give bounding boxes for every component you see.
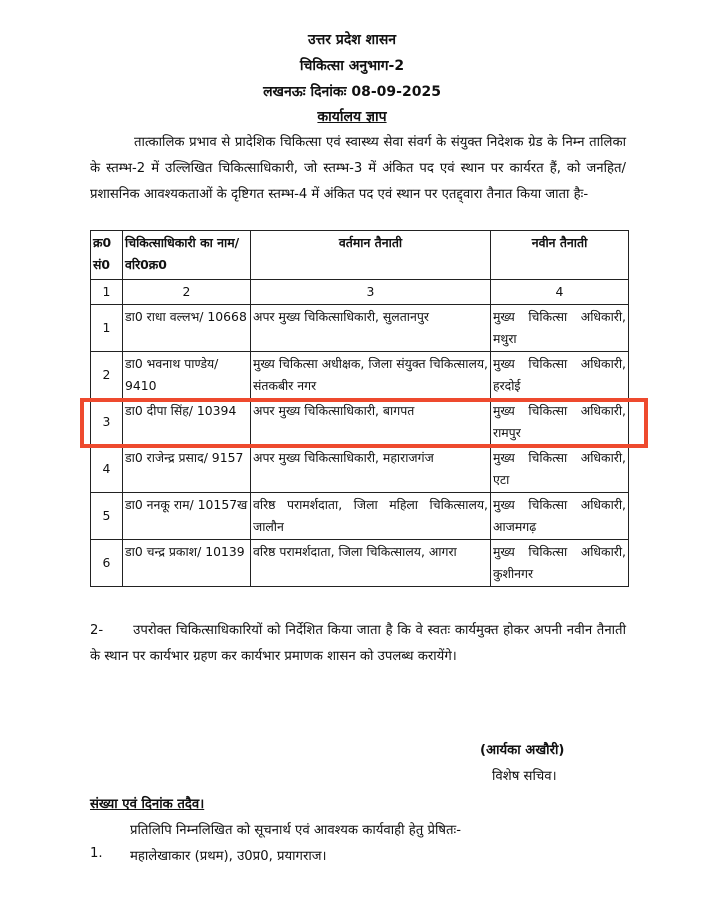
table-row — [91, 352, 629, 399]
row-current-posting: वरिष्ठ परामर्शदाता, जिला चिकित्सालय, आगरा — [251, 540, 491, 587]
row-new-posting: मुख्य चिकित्सा अधिकारी, कुशीनगर — [491, 540, 629, 587]
header-serial: क्र0 सं0 — [91, 231, 123, 280]
row-officer-name: डा0 भवनाथ पाण्डेय/ 9410 — [123, 352, 251, 399]
column-number: 4 — [491, 280, 629, 305]
reference-line: संख्या एवं दिनांक तदैव। — [90, 797, 205, 812]
row-new-posting: मुख्य चिकित्सा अधिकारी, मथुरा — [491, 305, 629, 352]
column-number: 2 — [123, 280, 251, 305]
row-serial: 6 — [91, 540, 123, 587]
paragraph-2-text: उपरोक्त चिकित्साधिकारियों को निर्देशित किया जाता है कि वे स्वतः कार्यमुक्त होकर अपनी नवीन तैनाती के स्थान पर कार्यभार ग्रहण कर कार्यभार प्रमाणक शासन को उपलब्ध करायेंगे। — [90, 623, 626, 664]
row-current-posting: अपर मुख्य चिकित्साधिकारी, सुलतानपुर — [251, 305, 491, 352]
copy-intro: प्रतिलिपि निम्नलिखित को सूचनार्थ एवं आवश्यक कार्यवाही हेतु प्रेषितः- — [130, 823, 461, 838]
place-date-line: लखनऊः दिनांकः 08-09-2025 — [263, 84, 441, 100]
intro-paragraph: तात्कालिक प्रभाव से प्रादेशिक चिकित्सा एवं स्वास्थ्य सेवा संवर्ग के संयुक्त निदेशक ग्रेड के निम्न तालिका के स्तम्भ-2 में उल्लिखित चिकित्साधिकारी, जो स्तम्भ-3 में अंकित पद एवं स्थान पर कार्यरत हैं, को जनहित/प्रशासनिक आवश्यकताओं के दृष्टिगत स्तम्भ-4 में अंकित पद एवं स्थान पर एतद्द्वारा तैनात किया जाता हैः- — [90, 135, 626, 202]
paragraph-2 — [90, 618, 626, 670]
header-new-posting: नवीन तैनाती — [491, 231, 629, 280]
row-current-posting: अपर मुख्य चिकित्साधिकारी, महाराजगंज — [251, 446, 491, 493]
row-officer-name: डा0 राजेन्द्र प्रसाद/ 9157 — [123, 446, 251, 493]
paragraph-2-number: 2- — [90, 623, 104, 638]
department-title: चिकित्सा अनुभाग-2 — [299, 58, 405, 74]
row-new-posting: मुख्य चिकित्सा अधिकारी, आजमगढ़ — [491, 493, 629, 540]
row-new-posting: मुख्य चिकित्सा अधिकारी, हरदोई — [491, 352, 629, 399]
row-serial: 4 — [91, 446, 123, 493]
row-current-posting: अपर मुख्य चिकित्साधिकारी, बागपत — [251, 399, 491, 446]
row-new-posting: मुख्य चिकित्सा अधिकारी, रामपुर — [491, 399, 629, 446]
table-row — [91, 493, 629, 540]
table-header-row — [91, 231, 629, 280]
row-officer-name: डा0 ननकू राम/ 10157ख — [123, 493, 251, 540]
table-row — [91, 446, 629, 493]
row-current-posting: मुख्य चिकित्सा अधीक्षक, जिला संयुक्त चिकित्सालय, संतकबीर नगर — [251, 352, 491, 399]
header-name: चिकित्साधिकारी का नाम/ वरि0क्र0 — [123, 231, 251, 280]
row-new-posting: मुख्य चिकित्सा अधिकारी, एटा — [491, 446, 629, 493]
column-number: 3 — [251, 280, 491, 305]
memo-title: कार्यालय ज्ञाप — [317, 109, 387, 125]
row-officer-name: डा0 राधा वल्लभ/ 10668 — [123, 305, 251, 352]
signatory-designation: विशेष सचिव। — [492, 769, 557, 784]
table-column-number-row — [91, 280, 629, 305]
signatory-name: (आर्यका अखौरी) — [480, 743, 565, 758]
government-title: उत्तर प्रदेश शासन — [307, 32, 397, 48]
column-number: 1 — [91, 280, 123, 305]
row-officer-name: डा0 दीपा सिंह/ 10394 — [123, 399, 251, 446]
row-current-posting: वरिष्ठ परामर्शदाता, जिला महिला चिकित्सालय, जालौन — [251, 493, 491, 540]
row-serial: 1 — [91, 305, 123, 352]
row-serial: 3 — [91, 399, 123, 446]
table-row — [91, 305, 629, 352]
row-serial: 2 — [91, 352, 123, 399]
highlight-box — [80, 398, 648, 448]
header-current-posting: वर्तमान तैनाती — [251, 231, 491, 280]
table-row — [91, 540, 629, 587]
copy-item-number: 1. — [90, 846, 103, 861]
copy-item-text: महालेखाकार (प्रथम), उ0प्र0, प्रयागराज। — [130, 849, 327, 864]
row-serial: 5 — [91, 493, 123, 540]
row-officer-name: डा0 चन्द्र प्रकाश/ 10139 — [123, 540, 251, 587]
